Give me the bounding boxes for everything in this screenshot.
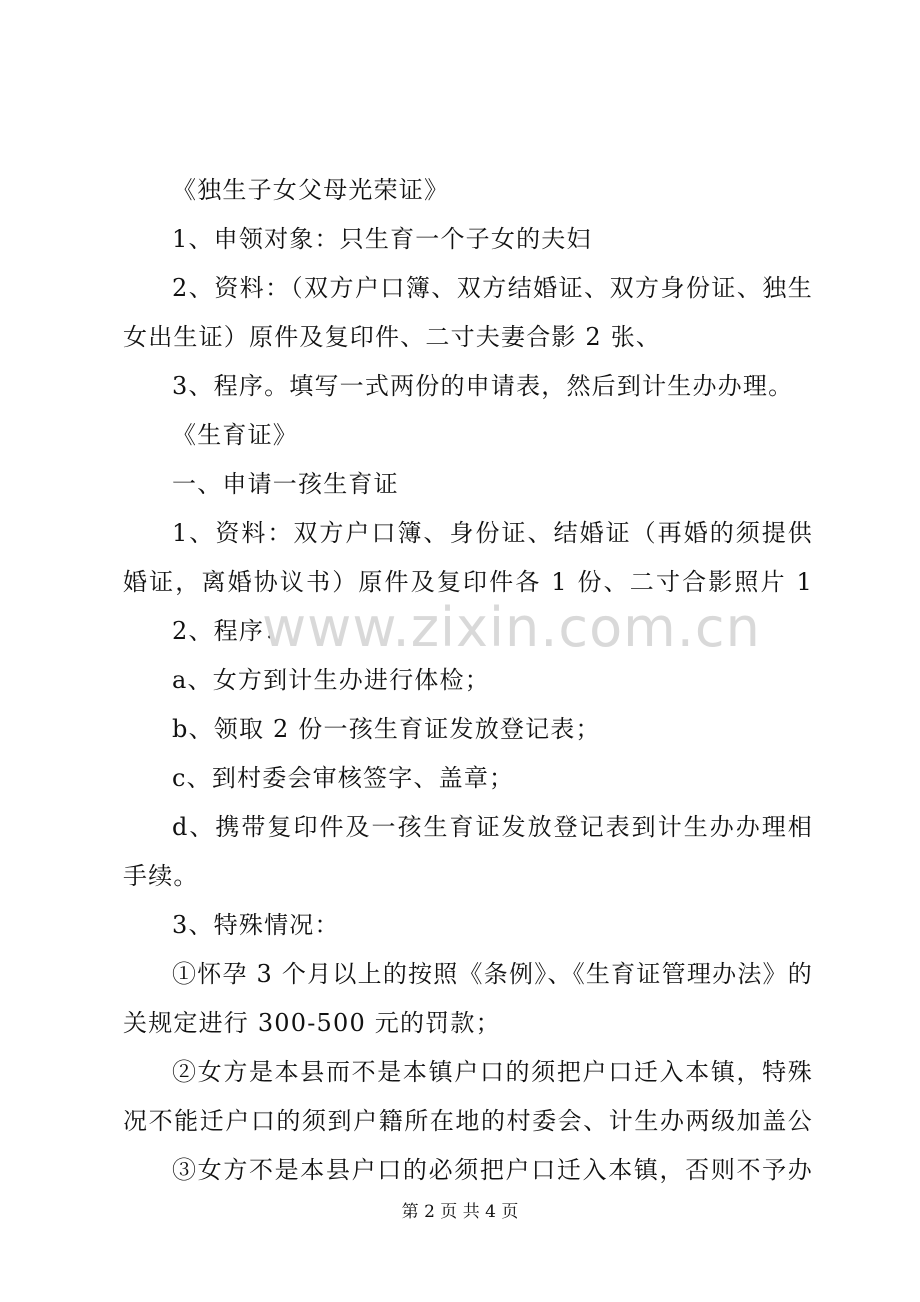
paragraph-line: 手续。 (123, 862, 199, 890)
paragraph-line: 关规定进行 300-500 元的罚款； (123, 1009, 501, 1037)
watermark: www.zixin.com.cn (262, 596, 761, 659)
section-title-honor-certificate: 《独生子女父母光荣证》 (172, 176, 450, 204)
section-title-birth-certificate: 《生育证》 (172, 421, 298, 449)
paragraph-line: 3、程序。填写一式两份的申请表，然后到计生办办理。 (172, 372, 794, 400)
paragraph-line: 1、资料：双方户口簿、身份证、结婚证（再婚的须提供 (172, 519, 813, 547)
list-item: b、领取 2 份一孩生育证发放登记表； (172, 715, 601, 743)
document-body (123, 166, 813, 1195)
paragraph-line: 2、程序： (172, 617, 290, 645)
paragraph-line: 婚证，离婚协议书）原件及复印件各 1 份、二寸合影照片 1 (123, 568, 813, 596)
paragraph-line: 女出生证）原件及复印件、二寸夫妻合影 2 张、 (123, 323, 662, 351)
list-item: ①怀孕 3 个月以上的按照《条例》、《生育证管理办法》的 (172, 960, 813, 988)
page-footer: 第 2 页 共 4 页 (401, 1202, 519, 1222)
subsection-title: 一、申请一孩生育证 (172, 470, 399, 498)
list-item: d、携带复印件及一孩生育证发放登记表到计生办办理相 (172, 813, 813, 841)
list-item: ②女方是本县而不是本镇户口的须把户口迁入本镇，特殊 (172, 1058, 813, 1086)
list-item: c、到村委会审核签字、盖章； (172, 764, 515, 792)
paragraph-line: 3、特殊情况： (172, 911, 340, 939)
paragraph-line: 2、资料：（双方户口簿、双方结婚证、双方身份证、独生 (172, 274, 813, 302)
paragraph-line: 况不能迁户口的须到户籍所在地的村委会、计生办两级加盖公 (123, 1107, 813, 1135)
list-item: a、女方到计生办进行体检； (172, 666, 490, 694)
paragraph-line: 1、申领对象：只生育一个子女的夫妇 (172, 225, 592, 253)
list-item: ③女方不是本县户口的必须把户口迁入本镇，否则不予办 (172, 1156, 813, 1184)
